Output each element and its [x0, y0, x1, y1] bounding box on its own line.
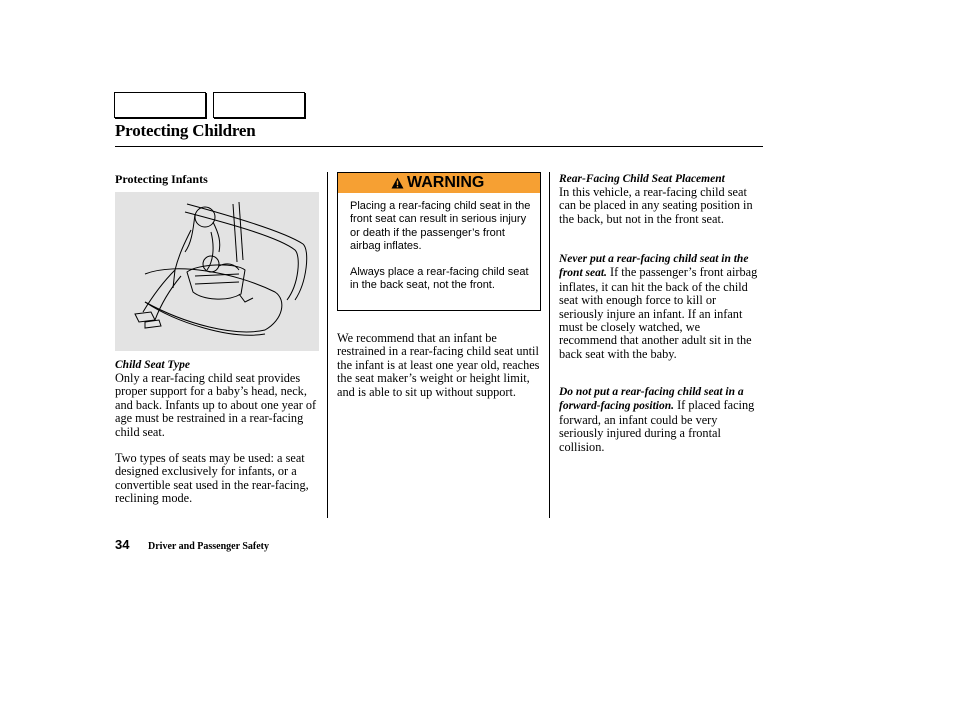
warning-triangle-icon — [391, 177, 404, 189]
title-rule — [115, 146, 763, 147]
seat-types-paragraph: Two types of seats may be used: a seat designed exclusively for infants, or a convertible seat used in the rear-facing, reclining mode. — [115, 451, 309, 506]
nav-button-2[interactable] — [213, 92, 305, 118]
column-divider-1 — [327, 172, 328, 518]
front-seat-warning-text: If the passenger’s front airbag inflates, it can hit the back of the child seat with enough force to kill or seriously injure an infant. If an infant must be closely watched, we recommend that another adult sit in the back seat with the baby. — [559, 265, 758, 361]
page-title: Protecting Children — [115, 121, 256, 140]
section-heading: Protecting Infants — [115, 172, 208, 186]
page-number: 34 — [115, 537, 130, 552]
section-name: Driver and Passenger Safety — [148, 541, 270, 552]
placement-paragraph: In this vehicle, a rear-facing child seat can be placed in any seating position in the back, but not in the front seat. — [559, 185, 753, 226]
warning-box — [337, 172, 541, 311]
warning-header — [338, 173, 540, 193]
child-seat-type-heading: Child Seat Type — [115, 359, 190, 371]
front-seat-warning-paragraph — [559, 252, 759, 361]
infant-recommendation-paragraph: We recommend that an infant be restrained in a rear-facing child seat until the infant is at least one year old, reaches the seat maker’s weight or height limit, and is able to sit up without support. — [337, 331, 540, 399]
child-seat-illustration — [115, 192, 319, 351]
forward-facing-warning-paragraph — [559, 385, 759, 454]
warning-text-1: Placing a rear-facing child seat in the front seat can result in serious injury or death if the passenger’s front airbag inflates. — [350, 200, 531, 253]
forward-facing-warning-text: If placed facing forward, an infant could be very seriously injured during a frontal collision. — [559, 398, 755, 454]
warning-text-2: Always place a rear-facing child seat in the back seat, not the front. — [350, 266, 529, 292]
column-divider-2 — [549, 172, 550, 518]
forward-facing-warning-bold: Do not put a rear-facing child seat in a forward-facing position. — [559, 386, 744, 413]
child-seat-type-paragraph: Only a rear-facing child seat provides proper support for a baby’s head, neck, and back. Infants up to about one year of age must be restrained in a rear-facing child seat. — [115, 371, 317, 439]
placement-heading: Rear-Facing Child Seat Placement — [559, 173, 725, 185]
nav-button-1[interactable] — [114, 92, 206, 118]
warning-label: WARNING — [407, 174, 485, 191]
front-seat-warning-bold: Never put a rear-facing child seat in the front seat. — [559, 253, 749, 280]
